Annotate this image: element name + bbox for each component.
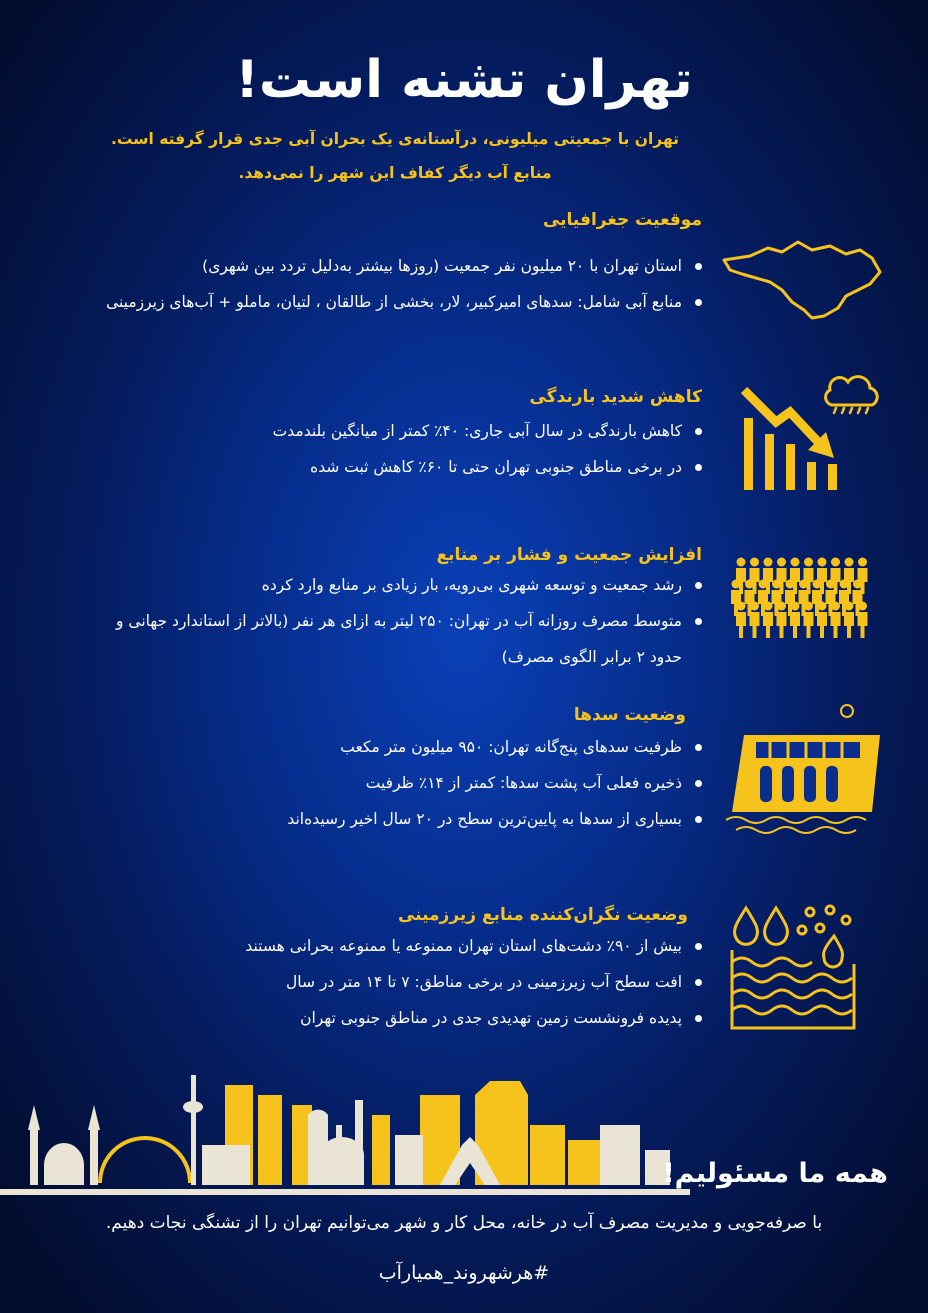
list-item: استان تهران با ۲۰ میلیون نفر جمعیت (روزها بیشتر به‌دلیل تردد بین شهری) <box>106 248 702 284</box>
crowd-person-icon <box>817 558 827 595</box>
list-item: منابع آبی شامل: سدهای امیرکبیر، لار، بخشی از طالقان ، لتیان، ماملو + آب‌های زیرزمینی <box>106 284 702 320</box>
crowd-person-icon <box>790 558 800 595</box>
crowd-person-icon <box>804 602 814 639</box>
crowd-person-icon <box>858 602 868 639</box>
crowd-person-icon <box>790 602 800 639</box>
crowd-person-icon <box>731 580 741 617</box>
crowd-person-icon <box>839 580 849 617</box>
slogan: همه ما مسئولیم! <box>662 1158 888 1189</box>
crowd-person-icon <box>804 558 814 595</box>
subtitle <box>60 122 730 190</box>
crowd-person-icon <box>745 580 755 617</box>
section-title-rainfall: کاهش شدید بارندگی <box>529 387 702 407</box>
crowd-person-icon <box>858 558 868 595</box>
list-item: متوسط مصرف روزانه آب در تهران: ۲۵۰ لیتر به ازای هر نفر (بالاتر از استاندارد جهانی و حدود ۲ برابر الگوی مصرف) <box>102 603 702 675</box>
crowd-person-icon <box>817 602 827 639</box>
map-outline-icon <box>720 238 885 323</box>
crowd-person-icon <box>853 580 863 617</box>
section-title-geography: موقعیت جغرافیایی <box>542 210 702 230</box>
crowd-person-icon <box>844 602 854 639</box>
crowd-person-icon <box>799 580 809 617</box>
crowd-person-icon <box>831 602 841 639</box>
crowd-icon <box>728 552 873 642</box>
declining-rain-chart-icon <box>738 368 883 493</box>
section-list-dams <box>287 729 702 837</box>
crowd-person-icon <box>844 558 854 595</box>
list-item: بیش از ۹۰٪ دشت‌های استان تهران ممنوعه یا ممنوعه بحرانی هستند <box>245 928 702 964</box>
list-item: پدیده فرونشست زمین تهدیدی جدی در مناطق جنوبی تهران <box>245 1000 702 1036</box>
list-item: در برخی مناطق جنوبی تهران حتی تا ۶۰٪ کاهش ثبت شده <box>273 449 702 485</box>
tehran-skyline-icon <box>0 1055 690 1204</box>
list-item: بسیاری از سدها به پایین‌ترین سطح در ۲۰ سال اخیر رسیده‌اند <box>287 801 702 837</box>
crowd-person-icon <box>785 580 795 617</box>
crowd-person-icon <box>812 580 822 617</box>
list-item: افت سطح آب زیرزمینی در برخی مناطق: ۷ تا ۱۴ متر در سال <box>245 964 702 1000</box>
crowd-person-icon <box>826 580 836 617</box>
subtitle-line-2: منابع آب دیگر کفاف این شهر را نمی‌دهد. <box>238 164 552 182</box>
section-title-dams: وضعیت سدها <box>573 705 686 725</box>
crowd-person-icon <box>777 558 787 595</box>
crowd-person-icon <box>750 602 760 639</box>
section-title-groundwater: وضعیت نگران‌کننده منابع زیرزمینی <box>397 905 688 925</box>
list-item: ذخیره فعلی آب پشت سدها: کمتر از ۱۴٪ ظرفیت <box>287 765 702 801</box>
hashtag: #هرشهروند_همیارآب <box>378 1262 550 1284</box>
section-list-population <box>102 567 702 675</box>
crowd-person-icon <box>763 558 773 595</box>
list-item: رشد جمعیت و توسعه شهری بی‌رویه، بار زیادی بر منابع وارد کرده <box>102 567 702 603</box>
crowd-person-icon <box>750 558 760 595</box>
crowd-person-icon <box>831 558 841 595</box>
crowd-person-icon <box>736 602 746 639</box>
list-item: ظرفیت سدهای پنج‌گانه تهران: ۹۵۰ میلیون متر مکعب <box>287 729 702 765</box>
section-title-population: افزایش جمعیت و فشار بر منابع <box>436 545 702 565</box>
page-title: تهران تشنه است! <box>235 50 693 110</box>
groundwater-drops-icon <box>728 900 868 1035</box>
crowd-person-icon <box>777 602 787 639</box>
dam-icon <box>722 700 892 840</box>
section-list-groundwater <box>245 928 702 1036</box>
section-list-rainfall <box>273 413 702 485</box>
crowd-person-icon <box>772 580 782 617</box>
crowd-person-icon <box>763 602 773 639</box>
subtitle-line-1: تهران با جمعیتی میلیونی، درآستانه‌ی یک بحران آبی جدی قرار گرفته است. <box>111 130 679 148</box>
footer-message: با صرفه‌جویی و مدیریت مصرف آب در خانه، محل کار و شهر می‌توانیم تهران را از تشنگی نجات دهیم. <box>105 1213 823 1233</box>
list-item: کاهش بارندگی در سال آبی جاری: ۴۰٪ کمتر از میانگین بلندمدت <box>273 413 702 449</box>
section-list-geography <box>106 248 702 320</box>
crowd-person-icon <box>758 580 768 617</box>
crowd-person-icon <box>736 558 746 595</box>
